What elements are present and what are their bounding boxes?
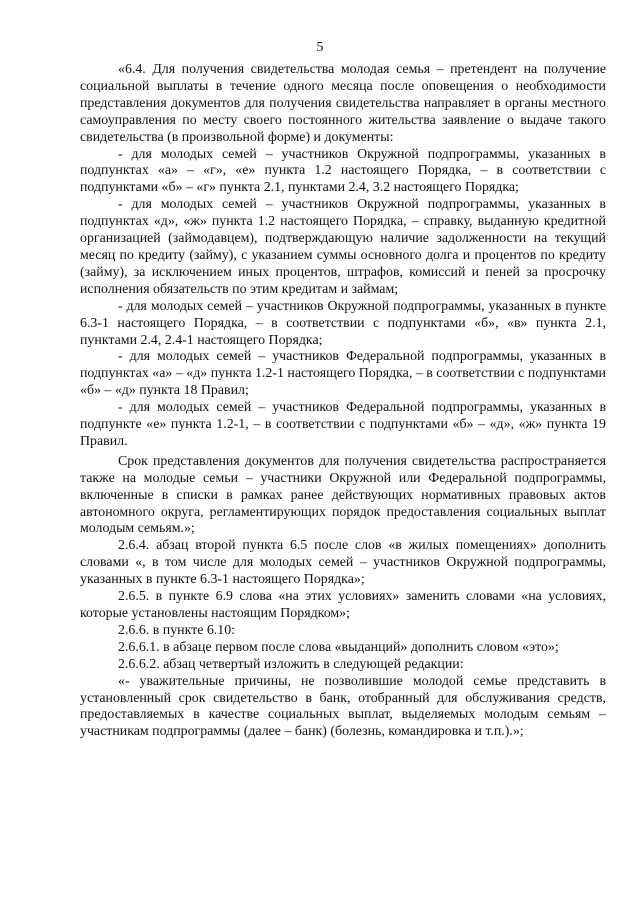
list-item-federal-a-d: - для молодых семей – участников Федеральной подпрограммы, указанных в подпунктах «а» – «д» пункта 1.2-1 настоящего Порядка, – в соответствии с подпунктами «б» – «д» пункта 18 Правил;	[80, 349, 606, 399]
paragraph-quoted-reasons: «- уважительные причины, не позволившие молодой семье представить в установленный срок свидетельство в банк, отобранный для обслуживания средств, предоставляемых в качестве социальных выплат, выделяемых молодым семьям – участникам подпрограммы (далее – банк) (болезнь, командировка и т.п.).»;	[80, 673, 606, 740]
list-item-okrug-6-3-1: - для молодых семей – участников Окружной подпрограммы, указанных в пункте 6.3-1 настоящего Порядка, – в соответствии с подпунктами «б», «в» пункта 2.1, пунктами 2.4, 2.4-1 настоящего Порядка;	[80, 298, 606, 348]
paragraph-6-4: «6.4. Для получения свидетельства молодая семья – претендент на получение социальной выплаты в течение одного месяца после оповещения о необходимости представления документов для получения свидетельства направляет в органы местного самоуправления по месту своего постоянного жительства заявление о выдаче такого свидетельства (в произвольной форме) и документы:	[80, 62, 606, 145]
page-number: 5	[316, 40, 324, 55]
paragraph-2-6-4: 2.6.4. абзац второй пункта 6.5 после слов «в жилых помещениях» дополнить словами «, в том числе для молодых семей – участников Окружной подпрограммы, указанных в пункте 6.3-1 настоящего Порядка»;	[80, 538, 606, 588]
paragraph-2-6-6-1: 2.6.6.1. в абзаце первом после слова «выданций» дополнить словом «это»;	[118, 639, 559, 655]
list-item-okrug-a-g-e: - для молодых семей – участников Окружной подпрограммы, указанных в подпунктах «а» – «г», «е» пункта 1.2 настоящего Порядка, – в соответствии с подпунктами «б» – «г» пункта 2.1, пунктами 2.4, 3.2 настоящего Порядка;	[80, 146, 606, 196]
paragraph-2-6-6: 2.6.6. в пункте 6.10:	[118, 622, 236, 638]
paragraph-2-6-5: 2.6.5. в пункте 6.9 слова «на этих условиях» заменить словами «на условиях, которые установлены настоящим Порядком»;	[80, 589, 606, 621]
document-body	[80, 62, 606, 741]
list-item-okrug-d-zh: - для молодых семей – участников Окружной подпрограммы, указанных в подпунктах «д», «ж» пункта 1.2 настоящего Порядка, – справку, выданную кредитной организацией (займодавцем), подтверждающую наличие задолженности на текущий месяц по кредиту (займу), с указанием суммы основного долга и процентов по кредиту (займу), за исключением иных процентов, штрафов, комиссий и пеней за просрочку исполнения обязательств по этим кредитам и займам;	[80, 197, 606, 297]
paragraph-deadline: Срок представления документов для получения свидетельства распространяется также на молодые семьи – участники Окружной или Федеральной подпрограммы, включенные в списки в рамках ранее действующих нормативных правовых актов автономного округа, регламентирующих порядок предоставления социальных выплат молодым семьям.»;	[80, 453, 606, 537]
paragraph-2-6-6-2: 2.6.6.2. абзац четвертый изложить в следующей редакции:	[118, 656, 464, 672]
list-item-federal-e: - для молодых семей – участников Федеральной подпрограммы, указанных в подпункте «е» пункта 1.2-1, – в соответствии с подпунктами «б» – «д», «ж» пункта 19 Правил.	[80, 400, 606, 449]
